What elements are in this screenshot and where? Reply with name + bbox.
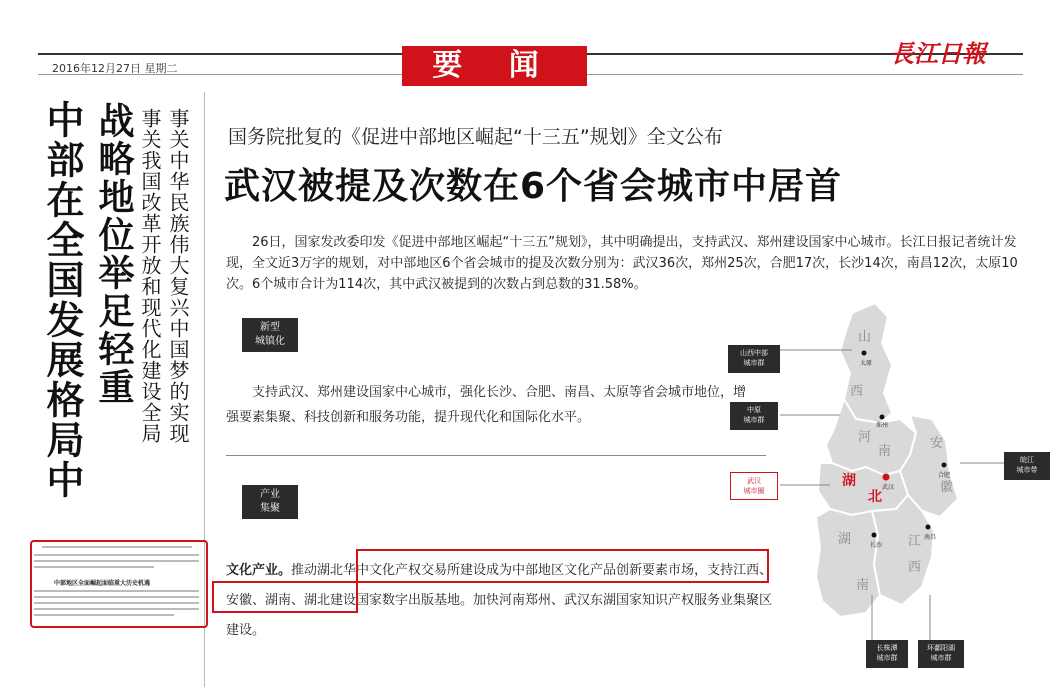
svg-text:南: 南 (856, 578, 870, 593)
article-subtitle: 国务院批复的《促进中部地区崛起“十三五”规划》全文公布 (228, 126, 723, 148)
highlighted-text-2: 品创新要素市场 (603, 563, 695, 578)
label-wuhan-city-circle: 武汉 城市圈 (730, 472, 778, 500)
svg-text:北: 北 (868, 489, 882, 505)
culture-industry-paragraph: 文化产业。推动湖北华中文化产权交易所建设成为中部地区文化产品创新要素市场，支持江西、安徽、湖南、湖北建设国家数字出版基地。加快河南郑州、武汉东湖国家知识产权服务业集聚区建设。 (226, 563, 773, 638)
svg-text:南昌: 南昌 (924, 534, 937, 541)
central-china-map (760, 295, 1060, 695)
city-dot-hefei (942, 463, 947, 468)
svg-text:武汉: 武汉 (882, 484, 895, 491)
section-tag-urbanization: 新型 城镇化 (242, 318, 298, 352)
article-headline: 武汉被提及次数在6个省会城市中居首 (224, 166, 843, 207)
section-tab: 要 闻 (402, 46, 587, 86)
section-divider (226, 455, 766, 456)
svg-text:西: 西 (908, 560, 922, 575)
svg-text:湖: 湖 (838, 532, 852, 547)
svg-text:江: 江 (908, 534, 922, 549)
vertical-heading-2: 战略地位举足轻重 (93, 102, 134, 406)
logo-text: 長江日報 (890, 39, 986, 68)
vertical-subheading-1: 事关我国改革开放和现代化建设全局 (138, 108, 162, 444)
svg-text:安: 安 (930, 436, 944, 451)
article-lead-paragraph: 26日，国家发改委印发《促进中部地区崛起“十三五”规划》，其中明确提出，支持武汉、郑州建设国家中心城市。长江日报记者统计发现，全文近3万字的规划，对中部地区6个省会城市的提及次数分别为：武汉36次，郑州25次，合肥17次，长沙14次，南昌12次，太原10次。6个城市合计为114次，其中武汉被提到的次数占到总数的31.58%。 (226, 235, 1018, 292)
section-tag-industry: 产业 集聚 (242, 485, 298, 519)
vertical-subheading-2: 事关中华民族伟大复兴中国梦的实现 (166, 108, 190, 444)
culture-lead: 文化产业。 (226, 563, 292, 578)
city-dot-changsha (872, 533, 877, 538)
issue-date: 2016年12月27日 星期二 (52, 62, 178, 75)
city-dot-nanchang (926, 525, 931, 530)
mini-article-title: 中部地区全面崛起面临重大历史机遇 (54, 580, 151, 587)
city-dot-taiyuan (862, 351, 867, 356)
svg-text:徽: 徽 (940, 480, 954, 495)
mini-article-highlight (30, 540, 208, 628)
svg-text:河: 河 (858, 430, 872, 445)
svg-text:合肥: 合肥 (938, 472, 951, 479)
vertical-heading-1: 中部在全国发展格局中 (40, 100, 84, 500)
label-zhongyuan-city-group: 中原 城市群 (730, 402, 778, 430)
svg-text:郑州: 郑州 (876, 422, 889, 429)
svg-text:西: 西 (850, 384, 864, 399)
label-changzhutan-city-group: 长株潭 城市群 (866, 640, 908, 668)
highlight-box-2 (212, 581, 358, 613)
svg-text:长沙: 长沙 (870, 542, 883, 549)
label-wanjiang-city-belt: 皖江 城市带 (1004, 452, 1050, 480)
svg-text:太原: 太原 (860, 360, 873, 367)
highlight-box-1 (356, 549, 769, 583)
svg-text:山: 山 (858, 330, 872, 345)
svg-text:湖: 湖 (842, 473, 856, 489)
label-shanxi-city-group: 山西中部 城市群 (728, 345, 780, 373)
city-dot-wuhan (883, 474, 890, 481)
newspaper-logo (886, 36, 1006, 70)
highlighted-text-1: 湖北华中文化产权交易所建设成为中部地区文化产 (317, 563, 604, 578)
city-dot-zhengzhou (880, 415, 885, 420)
urbanization-paragraph: 支持武汉、郑州建设国家中心城市，强化长沙、合肥、南昌、太原等省会城市地位，增强要素集聚、科技创新和服务功能，提升现代化和国际化水平。 (226, 385, 747, 425)
svg-text:南: 南 (878, 444, 892, 459)
province-hunan (816, 509, 880, 617)
label-poyang-city-group: 环鄱阳湖 城市群 (918, 640, 964, 668)
